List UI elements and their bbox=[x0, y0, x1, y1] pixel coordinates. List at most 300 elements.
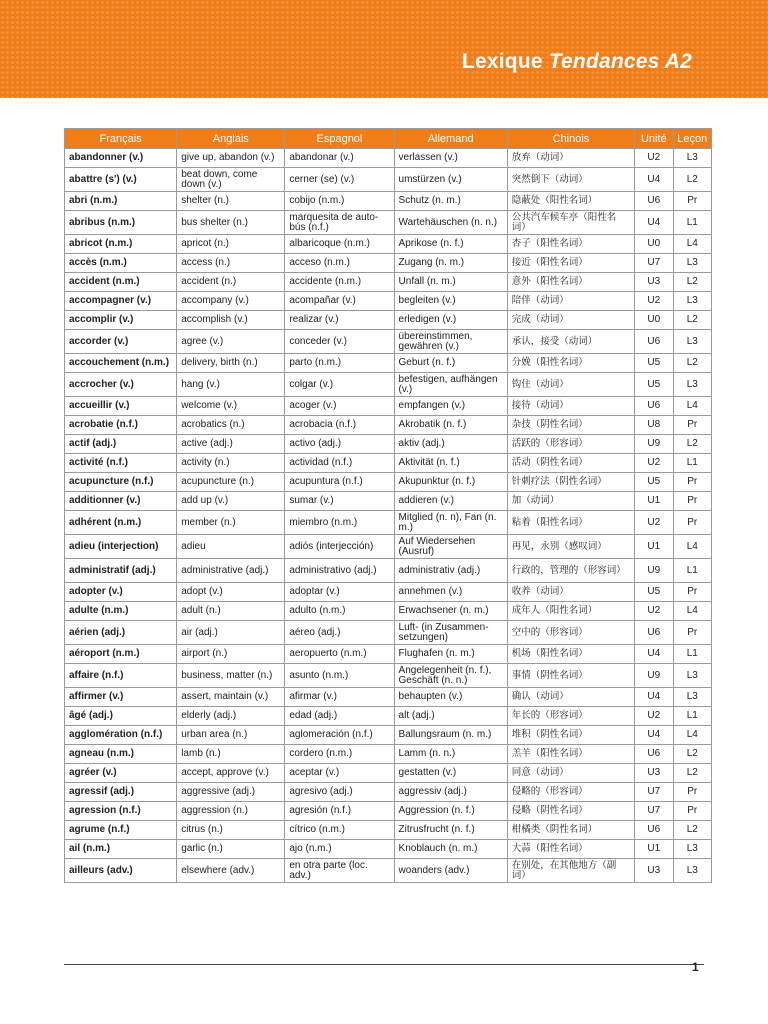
cell-chinois: 陪伴（动词） bbox=[507, 292, 634, 311]
cell-francais: actif (adj.) bbox=[65, 435, 177, 454]
header-col-anglais: Anglais bbox=[177, 129, 285, 149]
cell-allemand: alt (adj.) bbox=[394, 707, 507, 726]
cell-francais: âgé (adj.) bbox=[65, 707, 177, 726]
cell-francais: abri (n.m.) bbox=[65, 192, 177, 211]
cell-lecon: L2 bbox=[673, 354, 711, 373]
cell-lecon: Pr bbox=[673, 192, 711, 211]
cell-lecon: L3 bbox=[673, 149, 711, 168]
cell-espagnol: marquesita de auto-bús (n.f.) bbox=[285, 211, 394, 235]
cell-chinois: 接待（动词） bbox=[507, 397, 634, 416]
cell-allemand: empfangen (v.) bbox=[394, 397, 507, 416]
cell-lecon: Pr bbox=[673, 473, 711, 492]
cell-unite: U0 bbox=[635, 235, 673, 254]
cell-unite: U6 bbox=[635, 621, 673, 645]
cell-lecon: Pr bbox=[673, 583, 711, 602]
header-col-espagnol: Espagnol bbox=[285, 129, 394, 149]
cell-allemand: Angelegenheit (n. f.), Geschäft (n. n.) bbox=[394, 664, 507, 688]
cell-francais: accomplir (v.) bbox=[65, 311, 177, 330]
cell-francais: ail (n.m.) bbox=[65, 840, 177, 859]
cell-anglais: acrobatics (n.) bbox=[177, 416, 285, 435]
cell-lecon: L2 bbox=[673, 311, 711, 330]
cell-anglais: adult (n.) bbox=[177, 602, 285, 621]
cell-allemand: umstürzen (v.) bbox=[394, 168, 507, 192]
cell-allemand: aggressiv (adj.) bbox=[394, 783, 507, 802]
cell-anglais: aggression (n.) bbox=[177, 802, 285, 821]
cell-chinois: 针刺疗法（阴性名词） bbox=[507, 473, 634, 492]
cell-allemand: Auf Wiedersehen (Ausruf) bbox=[394, 535, 507, 559]
cell-chinois: 侵略（阴性名词） bbox=[507, 802, 634, 821]
cell-anglais: lamb (n.) bbox=[177, 745, 285, 764]
cell-unite: U2 bbox=[635, 602, 673, 621]
cell-espagnol: afirmar (v.) bbox=[285, 688, 394, 707]
cell-lecon: L2 bbox=[673, 168, 711, 192]
cell-francais: adieu (interjection) bbox=[65, 535, 177, 559]
cell-unite: U5 bbox=[635, 583, 673, 602]
header-col-unite: Unité bbox=[635, 129, 673, 149]
cell-allemand: Lamm (n. n.) bbox=[394, 745, 507, 764]
cell-unite: U1 bbox=[635, 840, 673, 859]
cell-lecon: L4 bbox=[673, 397, 711, 416]
cell-chinois: 年长的（形容词） bbox=[507, 707, 634, 726]
cell-lecon: L1 bbox=[673, 211, 711, 235]
cell-chinois: 同意（动词） bbox=[507, 764, 634, 783]
cell-lecon: L2 bbox=[673, 821, 711, 840]
cell-francais: adhérent (n.m.) bbox=[65, 511, 177, 535]
cell-chinois: 隐蔽处（阳性名词） bbox=[507, 192, 634, 211]
cell-espagnol: aeropuerto (n.m.) bbox=[285, 645, 394, 664]
cell-unite: U2 bbox=[635, 454, 673, 473]
cell-lecon: Pr bbox=[673, 416, 711, 435]
cell-anglais: member (n.) bbox=[177, 511, 285, 535]
cell-lecon: L4 bbox=[673, 535, 711, 559]
cell-allemand: erledigen (v.) bbox=[394, 311, 507, 330]
cell-unite: U1 bbox=[635, 492, 673, 511]
cell-lecon: L3 bbox=[673, 840, 711, 859]
cell-espagnol: acupuntura (n.f.) bbox=[285, 473, 394, 492]
table-row bbox=[65, 602, 712, 621]
cell-lecon: L2 bbox=[673, 435, 711, 454]
page-number: 1 bbox=[692, 960, 699, 974]
cell-francais: acupuncture (n.f.) bbox=[65, 473, 177, 492]
table-row bbox=[65, 821, 712, 840]
header-col-lecon: Leçon bbox=[673, 129, 711, 149]
cell-allemand: Aggression (n. f.) bbox=[394, 802, 507, 821]
cell-francais: administratif (adj.) bbox=[65, 559, 177, 583]
cell-espagnol: acoger (v.) bbox=[285, 397, 394, 416]
cell-espagnol: parto (n.m.) bbox=[285, 354, 394, 373]
cell-allemand: woanders (adv.) bbox=[394, 859, 507, 883]
cell-chinois: 收养（动词） bbox=[507, 583, 634, 602]
cell-lecon: L4 bbox=[673, 726, 711, 745]
cell-francais: adulte (n.m.) bbox=[65, 602, 177, 621]
cell-anglais: adieu bbox=[177, 535, 285, 559]
cell-espagnol: adoptar (v.) bbox=[285, 583, 394, 602]
cell-lecon: L4 bbox=[673, 602, 711, 621]
cell-chinois: 成年人（阳性名词） bbox=[507, 602, 634, 621]
cell-espagnol: actividad (n.f.) bbox=[285, 454, 394, 473]
cell-espagnol: abandonar (v.) bbox=[285, 149, 394, 168]
table-row bbox=[65, 511, 712, 535]
cell-chinois: 柑橘类（阴性名词） bbox=[507, 821, 634, 840]
cell-unite: U2 bbox=[635, 292, 673, 311]
table-row bbox=[65, 664, 712, 688]
cell-francais: agréer (v.) bbox=[65, 764, 177, 783]
cell-francais: agression (n.f.) bbox=[65, 802, 177, 821]
cell-francais: abricot (n.m.) bbox=[65, 235, 177, 254]
cell-espagnol: colgar (v.) bbox=[285, 373, 394, 397]
table-row bbox=[65, 764, 712, 783]
table-body bbox=[65, 149, 712, 883]
cell-chinois: 意外（阳性名词） bbox=[507, 273, 634, 292]
cell-francais: accueillir (v.) bbox=[65, 397, 177, 416]
cell-francais: additionner (v.) bbox=[65, 492, 177, 511]
cell-espagnol: sumar (v.) bbox=[285, 492, 394, 511]
cell-allemand: addieren (v.) bbox=[394, 492, 507, 511]
cell-anglais: active (adj.) bbox=[177, 435, 285, 454]
cell-espagnol: activo (adj.) bbox=[285, 435, 394, 454]
table-row bbox=[65, 583, 712, 602]
cell-chinois: 确认（动词） bbox=[507, 688, 634, 707]
cell-allemand: Zugang (n. m.) bbox=[394, 254, 507, 273]
cell-unite: U6 bbox=[635, 745, 673, 764]
cell-anglais: accept, approve (v.) bbox=[177, 764, 285, 783]
cell-chinois: 完成（动词） bbox=[507, 311, 634, 330]
cell-espagnol: cobijo (n.m.) bbox=[285, 192, 394, 211]
cell-chinois: 放弃（动词） bbox=[507, 149, 634, 168]
cell-chinois: 行政的，管理的（形容词） bbox=[507, 559, 634, 583]
table-row bbox=[65, 435, 712, 454]
cell-unite: U4 bbox=[635, 645, 673, 664]
cell-espagnol: administrativo (adj.) bbox=[285, 559, 394, 583]
cell-espagnol: agresión (n.f.) bbox=[285, 802, 394, 821]
table-row bbox=[65, 745, 712, 764]
cell-unite: U6 bbox=[635, 192, 673, 211]
cell-anglais: add up (v.) bbox=[177, 492, 285, 511]
cell-espagnol: cordero (n.m.) bbox=[285, 745, 394, 764]
cell-francais: ailleurs (adv.) bbox=[65, 859, 177, 883]
cell-lecon: L3 bbox=[673, 859, 711, 883]
cell-francais: activité (n.f.) bbox=[65, 454, 177, 473]
cell-chinois: 钩住（动词） bbox=[507, 373, 634, 397]
cell-espagnol: en otra parte (loc. adv.) bbox=[285, 859, 394, 883]
cell-anglais: garlic (n.) bbox=[177, 840, 285, 859]
cell-francais: agneau (n.m.) bbox=[65, 745, 177, 764]
cell-allemand: behaupten (v.) bbox=[394, 688, 507, 707]
cell-unite: U8 bbox=[635, 416, 673, 435]
cell-allemand: administrativ (adj.) bbox=[394, 559, 507, 583]
cell-unite: U5 bbox=[635, 354, 673, 373]
cell-allemand: Schutz (n. m.) bbox=[394, 192, 507, 211]
cell-francais: abandonner (v.) bbox=[65, 149, 177, 168]
cell-lecon: L2 bbox=[673, 745, 711, 764]
cell-unite: U5 bbox=[635, 373, 673, 397]
cell-lecon: L3 bbox=[673, 688, 711, 707]
table-row bbox=[65, 292, 712, 311]
table-row bbox=[65, 621, 712, 645]
cell-espagnol: agresivo (adj.) bbox=[285, 783, 394, 802]
footer-rule bbox=[64, 964, 704, 965]
cell-allemand: gestatten (v.) bbox=[394, 764, 507, 783]
cell-anglais: adopt (v.) bbox=[177, 583, 285, 602]
cell-lecon: L1 bbox=[673, 707, 711, 726]
cell-anglais: airport (n.) bbox=[177, 645, 285, 664]
cell-chinois: 事情（阴性名词） bbox=[507, 664, 634, 688]
cell-anglais: citrus (n.) bbox=[177, 821, 285, 840]
cell-francais: accrocher (v.) bbox=[65, 373, 177, 397]
table-row bbox=[65, 311, 712, 330]
cell-chinois: 堆积（阴性名词） bbox=[507, 726, 634, 745]
cell-anglais: delivery, birth (n.) bbox=[177, 354, 285, 373]
table-row bbox=[65, 688, 712, 707]
cell-francais: accident (n.m.) bbox=[65, 273, 177, 292]
cell-francais: agressif (adj.) bbox=[65, 783, 177, 802]
cell-allemand: aktiv (adj.) bbox=[394, 435, 507, 454]
table-row bbox=[65, 559, 712, 583]
table-row bbox=[65, 235, 712, 254]
cell-espagnol: albaricoque (n.m.) bbox=[285, 235, 394, 254]
cell-allemand: übereinstimmen, gewähren (v.) bbox=[394, 330, 507, 354]
table-row bbox=[65, 492, 712, 511]
cell-allemand: Flughafen (n. m.) bbox=[394, 645, 507, 664]
lexicon-table bbox=[64, 128, 712, 883]
cell-anglais: elderly (adj.) bbox=[177, 707, 285, 726]
cell-espagnol: acompañar (v.) bbox=[285, 292, 394, 311]
table-row bbox=[65, 373, 712, 397]
title-plain: Lexique bbox=[461, 50, 549, 73]
cell-unite: U9 bbox=[635, 664, 673, 688]
cell-unite: U3 bbox=[635, 764, 673, 783]
cell-chinois: 承认，接受（动词） bbox=[507, 330, 634, 354]
cell-chinois: 羔羊（阳性名词） bbox=[507, 745, 634, 764]
cell-unite: U7 bbox=[635, 254, 673, 273]
cell-anglais: elsewhere (adv.) bbox=[177, 859, 285, 883]
table-row bbox=[65, 707, 712, 726]
cell-anglais: air (adj.) bbox=[177, 621, 285, 645]
cell-anglais: beat down, come down (v.) bbox=[177, 168, 285, 192]
cell-chinois: 公共汽车候车亭（阳性名词） bbox=[507, 211, 634, 235]
cell-anglais: agree (v.) bbox=[177, 330, 285, 354]
title-italic: Tendances A2 bbox=[548, 50, 692, 73]
cell-espagnol: aéreo (adj.) bbox=[285, 621, 394, 645]
cell-francais: accès (n.m.) bbox=[65, 254, 177, 273]
cell-lecon: Pr bbox=[673, 492, 711, 511]
cell-unite: U5 bbox=[635, 473, 673, 492]
cell-espagnol: acrobacia (n.f.) bbox=[285, 416, 394, 435]
cell-allemand: begleiten (v.) bbox=[394, 292, 507, 311]
cell-chinois: 杏子（阳性名词） bbox=[507, 235, 634, 254]
cell-anglais: accident (n.) bbox=[177, 273, 285, 292]
cell-espagnol: accidente (n.m.) bbox=[285, 273, 394, 292]
header-col-chinois: Chinois bbox=[507, 129, 634, 149]
cell-allemand: Luft- (in Zusammen-setzungen) bbox=[394, 621, 507, 645]
table-row bbox=[65, 273, 712, 292]
cell-lecon: L3 bbox=[673, 664, 711, 688]
cell-espagnol: ajo (n.m.) bbox=[285, 840, 394, 859]
table-row bbox=[65, 397, 712, 416]
table-row bbox=[65, 211, 712, 235]
cell-lecon: Pr bbox=[673, 802, 711, 821]
cell-lecon: L3 bbox=[673, 330, 711, 354]
table-row bbox=[65, 840, 712, 859]
cell-lecon: L2 bbox=[673, 273, 711, 292]
cell-allemand: Wartehäuschen (n. n.) bbox=[394, 211, 507, 235]
cell-francais: aérien (adj.) bbox=[65, 621, 177, 645]
cell-chinois: 机场（阳性名词） bbox=[507, 645, 634, 664]
cell-lecon: L3 bbox=[673, 373, 711, 397]
cell-unite: U6 bbox=[635, 397, 673, 416]
table-row bbox=[65, 149, 712, 168]
cell-allemand: befestigen, aufhängen (v.) bbox=[394, 373, 507, 397]
cell-chinois: 粘着（阳性名词） bbox=[507, 511, 634, 535]
cell-lecon: L1 bbox=[673, 559, 711, 583]
cell-francais: acrobatie (n.f.) bbox=[65, 416, 177, 435]
cell-chinois: 分娩（阳性名词） bbox=[507, 354, 634, 373]
cell-allemand: annehmen (v.) bbox=[394, 583, 507, 602]
table-row bbox=[65, 859, 712, 883]
cell-allemand: Zitrusfrucht (n. f.) bbox=[394, 821, 507, 840]
cell-espagnol: adulto (n.m.) bbox=[285, 602, 394, 621]
cell-anglais: administrative (adj.) bbox=[177, 559, 285, 583]
cell-anglais: aggressive (adj.) bbox=[177, 783, 285, 802]
cell-anglais: give up, abandon (v.) bbox=[177, 149, 285, 168]
cell-anglais: hang (v.) bbox=[177, 373, 285, 397]
cell-unite: U6 bbox=[635, 821, 673, 840]
cell-lecon: L3 bbox=[673, 254, 711, 273]
cell-anglais: shelter (n.) bbox=[177, 192, 285, 211]
table-row bbox=[65, 802, 712, 821]
cell-lecon: L1 bbox=[673, 454, 711, 473]
table-row bbox=[65, 454, 712, 473]
cell-unite: U7 bbox=[635, 802, 673, 821]
table-row bbox=[65, 354, 712, 373]
cell-allemand: Aprikose (n. f.) bbox=[394, 235, 507, 254]
document-title bbox=[462, 50, 692, 74]
cell-chinois: 活跃的（形容词） bbox=[507, 435, 634, 454]
cell-unite: U2 bbox=[635, 149, 673, 168]
table-row bbox=[65, 645, 712, 664]
cell-anglais: bus shelter (n.) bbox=[177, 211, 285, 235]
cell-allemand: Geburt (n. f.) bbox=[394, 354, 507, 373]
cell-francais: aéroport (n.m.) bbox=[65, 645, 177, 664]
table-row bbox=[65, 330, 712, 354]
header-col-allemand: Allemand bbox=[394, 129, 507, 149]
cell-espagnol: adiós (interjección) bbox=[285, 535, 394, 559]
cell-chinois: 活动（阴性名词） bbox=[507, 454, 634, 473]
cell-allemand: Ballungsraum (n. m.) bbox=[394, 726, 507, 745]
table-row bbox=[65, 254, 712, 273]
cell-chinois: 空中的（形容词） bbox=[507, 621, 634, 645]
cell-unite: U2 bbox=[635, 511, 673, 535]
table-row bbox=[65, 726, 712, 745]
cell-espagnol: aglomeración (n.f.) bbox=[285, 726, 394, 745]
cell-chinois: 突然倒下（动词） bbox=[507, 168, 634, 192]
cell-unite: U4 bbox=[635, 726, 673, 745]
table-row bbox=[65, 416, 712, 435]
cell-chinois: 加（动词） bbox=[507, 492, 634, 511]
cell-lecon: Pr bbox=[673, 783, 711, 802]
cell-francais: accorder (v.) bbox=[65, 330, 177, 354]
table-row bbox=[65, 192, 712, 211]
cell-unite: U3 bbox=[635, 859, 673, 883]
cell-lecon: L2 bbox=[673, 764, 711, 783]
cell-unite: U9 bbox=[635, 435, 673, 454]
cell-espagnol: miembro (n.m.) bbox=[285, 511, 394, 535]
cell-unite: U0 bbox=[635, 311, 673, 330]
cell-lecon: L3 bbox=[673, 292, 711, 311]
cell-lecon: L1 bbox=[673, 645, 711, 664]
cell-allemand: Aktivität (n. f.) bbox=[394, 454, 507, 473]
cell-unite: U4 bbox=[635, 211, 673, 235]
cell-francais: affirmer (v.) bbox=[65, 688, 177, 707]
cell-anglais: acupuncture (n.) bbox=[177, 473, 285, 492]
cell-espagnol: cerner (se) (v.) bbox=[285, 168, 394, 192]
cell-espagnol: realizar (v.) bbox=[285, 311, 394, 330]
cell-unite: U3 bbox=[635, 273, 673, 292]
cell-francais: accouchement (n.m.) bbox=[65, 354, 177, 373]
cell-unite: U2 bbox=[635, 707, 673, 726]
table-row bbox=[65, 535, 712, 559]
cell-francais: affaire (n.f.) bbox=[65, 664, 177, 688]
cell-unite: U4 bbox=[635, 688, 673, 707]
cell-allemand: Mitglied (n. n), Fan (n. m.) bbox=[394, 511, 507, 535]
cell-anglais: accompany (v.) bbox=[177, 292, 285, 311]
cell-unite: U6 bbox=[635, 330, 673, 354]
cell-chinois: 大蒜（阳性名词） bbox=[507, 840, 634, 859]
cell-anglais: welcome (v.) bbox=[177, 397, 285, 416]
cell-chinois: 接近（阳性名词） bbox=[507, 254, 634, 273]
cell-francais: agglomération (n.f.) bbox=[65, 726, 177, 745]
cell-allemand: Unfall (n. m.) bbox=[394, 273, 507, 292]
cell-lecon: Pr bbox=[673, 621, 711, 645]
cell-espagnol: acceso (n.m.) bbox=[285, 254, 394, 273]
cell-unite: U4 bbox=[635, 168, 673, 192]
cell-anglais: activity (n.) bbox=[177, 454, 285, 473]
cell-lecon: L4 bbox=[673, 235, 711, 254]
cell-chinois: 在别处，在其他地方（副词） bbox=[507, 859, 634, 883]
table-row bbox=[65, 168, 712, 192]
cell-espagnol: asunto (n.m.) bbox=[285, 664, 394, 688]
cell-anglais: apricot (n.) bbox=[177, 235, 285, 254]
header-col-francais: Français bbox=[65, 129, 177, 149]
cell-lecon: Pr bbox=[673, 511, 711, 535]
cell-chinois: 再见，永别（感叹词） bbox=[507, 535, 634, 559]
cell-espagnol: aceptar (v.) bbox=[285, 764, 394, 783]
table-row bbox=[65, 783, 712, 802]
cell-allemand: Akupunktur (n. f.) bbox=[394, 473, 507, 492]
cell-espagnol: cítrico (n.m.) bbox=[285, 821, 394, 840]
cell-anglais: urban area (n.) bbox=[177, 726, 285, 745]
cell-espagnol: conceder (v.) bbox=[285, 330, 394, 354]
cell-francais: abribus (n.m.) bbox=[65, 211, 177, 235]
page-header-band bbox=[0, 0, 768, 98]
cell-anglais: access (n.) bbox=[177, 254, 285, 273]
cell-francais: agrume (n.f.) bbox=[65, 821, 177, 840]
cell-unite: U1 bbox=[635, 535, 673, 559]
cell-espagnol: edad (adj.) bbox=[285, 707, 394, 726]
cell-francais: abattre (s') (v.) bbox=[65, 168, 177, 192]
cell-allemand: Erwachsener (n. m.) bbox=[394, 602, 507, 621]
cell-allemand: Knoblauch (n. m.) bbox=[394, 840, 507, 859]
cell-chinois: 杂技（阴性名词） bbox=[507, 416, 634, 435]
cell-francais: adopter (v.) bbox=[65, 583, 177, 602]
cell-anglais: assert, maintain (v.) bbox=[177, 688, 285, 707]
cell-francais: accompagner (v.) bbox=[65, 292, 177, 311]
cell-anglais: accomplish (v.) bbox=[177, 311, 285, 330]
cell-allemand: Akrobatik (n. f.) bbox=[394, 416, 507, 435]
cell-unite: U7 bbox=[635, 783, 673, 802]
table-header-row bbox=[65, 129, 712, 149]
cell-chinois: 侵略的（形容词） bbox=[507, 783, 634, 802]
